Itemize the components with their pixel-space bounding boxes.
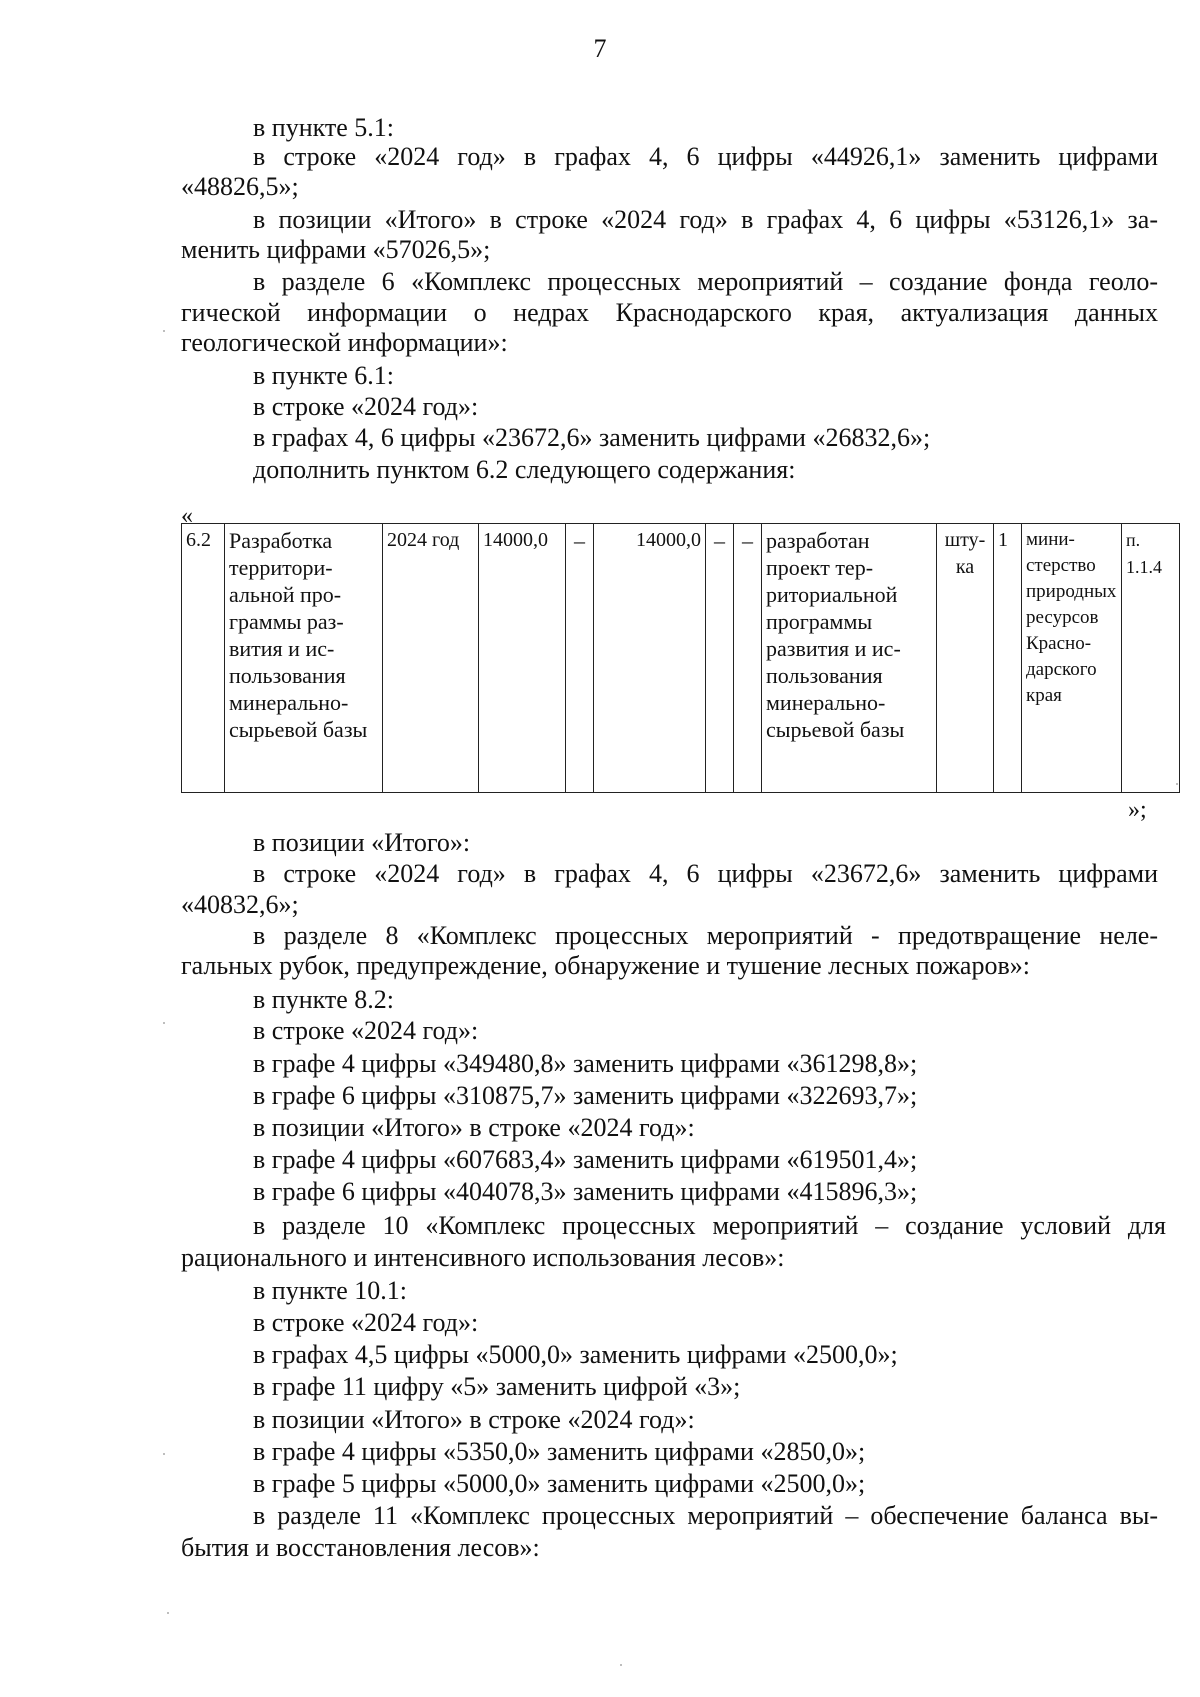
paragraph-line: в пункте 5.1:: [253, 113, 395, 142]
table-cell-quantity: 1: [994, 524, 1022, 793]
paragraph-line: в позиции «Итого» в строке «2024 год» в графах 4, 6 цифры «53126,1» за-: [253, 205, 1158, 234]
table-row: [182, 524, 1180, 793]
paragraph-line: менить цифрами «57026,5»;: [181, 235, 491, 264]
inserted-table: [181, 523, 1180, 793]
paragraph-line: геологической информации»:: [181, 328, 508, 357]
paragraph-line: в позиции «Итого» в строке «2024 год»:: [253, 1113, 695, 1142]
paragraph-line: рационального и интенсивного использования лесов»:: [181, 1243, 785, 1272]
paragraph-line: в строке «2024 год»:: [253, 392, 479, 421]
paragraph-line: в строке «2024 год» в графах 4, 6 цифры «23672,6» заменить цифрами: [253, 859, 1158, 888]
paragraph-line: в пункте 8.2:: [253, 985, 395, 1014]
scan-speck: [620, 1664, 622, 1666]
paragraph-line: в позиции «Итого»:: [253, 828, 471, 857]
scan-speck: [1176, 783, 1178, 785]
paragraph-line: в разделе 6 «Комплекс процессных мероприятий – создание фонда геоло-: [253, 267, 1158, 296]
paragraph-line: бытия и восстановления лесов»:: [181, 1533, 540, 1562]
paragraph-line: гальных рубок, предупреждение, обнаружение и тушение лесных пожаров»:: [181, 951, 1030, 980]
paragraph-line: в пункте 6.1:: [253, 361, 395, 390]
paragraph-line: в пункте 10.1:: [253, 1276, 408, 1305]
table-cell-dash: –: [706, 524, 734, 793]
table-cell-amount-total: 14000,0: [479, 524, 566, 793]
paragraph-line: в графе 4 цифры «349480,8» заменить цифрами «361298,8»;: [253, 1049, 918, 1078]
paragraph-line: в графе 6 цифры «310875,7» заменить цифрами «322693,7»;: [253, 1081, 918, 1110]
paragraph-line: в строке «2024 год»:: [253, 1308, 479, 1337]
page-number: 7: [593, 34, 607, 63]
scan-speck: [163, 1022, 165, 1024]
paragraph-line: в графах 4,5 цифры «5000,0» заменить цифрами «2500,0»;: [253, 1340, 898, 1369]
table-cell-result: разработан проект территориальной программы развития и использования минерально-сырьевой базы: [762, 524, 937, 793]
scan-speck: [163, 1453, 165, 1455]
paragraph-line: в графе 4 цифры «5350,0» заменить цифрами «2850,0»;: [253, 1437, 866, 1466]
paragraph-line: в разделе 8 «Комплекс процессных мероприятий - предотвращение неле-: [253, 921, 1158, 950]
paragraph-line: в разделе 10 «Комплекс процессных мероприятий – создание условий для: [253, 1211, 1166, 1240]
table-cell-dash: –: [734, 524, 762, 793]
paragraph-line: в позиции «Итого» в строке «2024 год»:: [253, 1405, 695, 1434]
table-cell-name: Разработка территориальной программы развития и использования минерально-сырьевой базы: [225, 524, 383, 793]
opening-quote: «: [181, 503, 193, 529]
paragraph-line: в графе 4 цифры «607683,4» заменить цифрами «619501,4»;: [253, 1145, 918, 1174]
paragraph-line: в графе 11 цифру «5» заменить цифрой «3»;: [253, 1372, 741, 1401]
scan-speck: [163, 330, 165, 332]
paragraph-line: в графе 5 цифры «5000,0» заменить цифрами «2500,0»;: [253, 1469, 866, 1498]
table-cell-amount-regional: 14000,0: [594, 524, 706, 793]
paragraph-line: в разделе 11 «Комплекс процессных мероприятий – обеспечение баланса вы-: [253, 1501, 1158, 1530]
table-cell-number: 6.2: [182, 524, 225, 793]
table-cell-reference: п. 1.1.4: [1122, 524, 1180, 793]
paragraph-line: в строке «2024 год» в графах 4, 6 цифры «44926,1» заменить цифрами: [253, 142, 1158, 171]
paragraph-line: гической информации о недрах Краснодарского края, актуализация данных: [181, 298, 1158, 327]
table-cell-year: 2024 год: [383, 524, 479, 793]
table-cell-dash: –: [566, 524, 594, 793]
paragraph-line: дополнить пунктом 6.2 следующего содержания:: [253, 455, 796, 484]
paragraph-line: в строке «2024 год»:: [253, 1016, 479, 1045]
paragraph-line: «40832,6»;: [181, 890, 299, 919]
closing-quote: »;: [1128, 797, 1147, 823]
paragraph-line: в графах 4, 6 цифры «23672,6» заменить цифрами «26832,6»;: [253, 423, 931, 452]
paragraph-line: «48826,5»;: [181, 172, 299, 201]
scan-speck: [167, 1612, 169, 1614]
paragraph-line: в графе 6 цифры «404078,3» заменить цифрами «415896,3»;: [253, 1177, 918, 1206]
table-cell-responsible: министерство природных ресурсов Краснодарского края: [1022, 524, 1122, 793]
table-cell-unit: штука: [937, 524, 994, 793]
